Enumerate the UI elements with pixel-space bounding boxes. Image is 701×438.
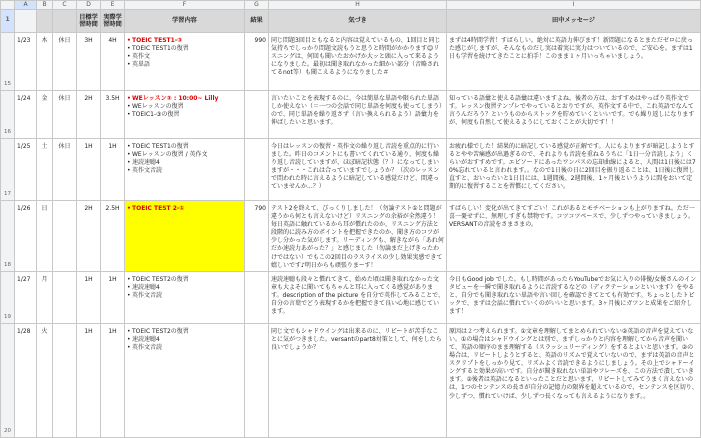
content-item: •TOEIC TEST2の復習 [127,275,189,283]
actual-hours-cell[interactable]: 1H [101,271,125,323]
holiday-cell[interactable]: 休日 [53,139,77,201]
header-content[interactable]: 学習内容 [125,10,245,33]
day-cell[interactable]: 土 [37,139,53,201]
header-day-cell[interactable] [37,10,53,33]
date-cell[interactable]: 1/23 [15,33,37,91]
column-header-b[interactable]: B [37,1,53,10]
date-cell[interactable]: 1/25 [15,139,37,201]
result-cell[interactable]: 790 [245,201,269,272]
holiday-cell[interactable]: 休日 [53,33,77,91]
content-item: •TOEIC TEST1の復習 [127,143,189,150]
content-title: •TOEIC TEST 2-① [127,205,185,212]
row-number[interactable]: 1 [1,10,15,33]
content-item: •速読速聴4 [127,283,160,291]
content-item: •速読速聴4 [127,159,160,167]
content-item: •TOEIC TEST2の復習 [127,327,189,335]
content-cell[interactable] [125,139,245,201]
day-cell[interactable]: 木 [37,33,53,91]
header-result[interactable]: 結果 [245,10,269,33]
teacher-message-cell[interactable]: まずは4時間学習！すばらしい。絶対に英語力伸びます！新問題になるとまただゼロに戻った感じがしますが、そんなものだし実は着実に実力はついているので、ご安心を。まずは1日も学習を続けてきたことに拍手！このまま１ヶ月いっちゃいましょう。 [447,33,701,91]
row-number[interactable]: 18 [1,201,15,272]
table-row [1,139,701,201]
header-row [1,10,701,33]
content-item: •英作文 [127,53,151,61]
content-item: •英作文音読 [127,343,163,351]
target-hours-cell[interactable]: 1H [77,271,101,323]
content-item: •英作文音読 [127,167,163,175]
header-target-hours[interactable]: 目標学習時間 [77,10,101,33]
row-number[interactable]: 16 [1,91,15,139]
content-item: •WEレッスンの復習 [127,103,184,111]
actual-hours-cell[interactable]: 1H [101,139,125,201]
header-notes[interactable]: 気づき [269,10,447,33]
row-number[interactable]: 17 [1,139,15,201]
column-header-d[interactable]: D [77,1,101,10]
content-title: •WEレッスン③ : 10:00~ Lilly [127,95,219,102]
column-header-c[interactable]: C [53,1,77,10]
notes-cell[interactable]: テスト2を終えて、びっくりしました！（勿論テスト①と問題が違うから何とも言えないけど）リスニングの余裕が全然違う！毎日英語に触れているから耳が慣れたのか、リスニング方法と段階的に読み方のポイントを把握できたのか、聞き方のコツが少し分かった気がします。リーディングも、解きながら「あれ何だか速読力あがった？」と感じました（勿論まだ上げきったわけではない）でもこの2回目のラスライスの少し効果実感できて嬉しいです♪明日からも頑張りまーす！ [269,201,447,272]
target-hours-cell[interactable]: 1H [77,323,101,437]
actual-hours-cell[interactable]: 2.5H [101,201,125,272]
holiday-cell[interactable] [53,271,77,323]
content-cell[interactable] [125,33,245,91]
content-cell[interactable] [125,91,245,139]
teacher-message-cell[interactable]: 知っている語彙と使える語彙は違いますよね。後者の方は、おすすめはやっぱり英作文です。レッスン復習テンプレでやっているとおりですが、英作文する中で、これ英語でなんて言うんだろう？というものからストックを貯めていくといいです。でも繰り返しになりますが、何度も自然して使えるようにしておくことが大切です！！ [447,91,701,139]
header-actual-hours[interactable]: 実際学習時間 [101,10,125,33]
date-cell[interactable]: 1/24 [15,91,37,139]
column-header-row [1,1,701,10]
teacher-message-cell[interactable]: お疲れ様でした！結果的に暗記している感覚が正解です。人にもよりますが暗記しようとするとやや苦痛感が出過ぎるので、それよりも音読を重ねるうちに「1日一分音読しよう」くらいがおすすめです。エピソードにあったワンパスの忘却曲線によると、人間は1日後には70%忘れていると言われます。。なので1日後の日に2回目を振り返ることは、1日後に復習し直すと、おいったいと1日目には、1週間後、2週間後、1ヶ月後というように間をおいて定期的に復習することを習慣にしてください。 [447,139,701,201]
result-cell[interactable]: 990 [245,33,269,91]
content-title: •TOEIC TEST1-③ [127,37,183,44]
notes-cell[interactable]: 同じ文でもシャドウイングは出来るのに、リピートが苦手なことに気がつきました。versantのpart8対策として、何をしたら良いでしょうか？ [269,323,447,437]
actual-hours-cell[interactable]: 1H [101,323,125,437]
date-cell[interactable]: 1/27 [15,271,37,323]
notes-cell[interactable]: 今日はレッスンの復習・英作文の繰り返し音読を重点的に行いました。昨日のコメントにも書いてくれている通り、何度も繰り返し音読していますが、ほぼ暗記状態（？）になってしまいますが・・・これは合っていますでしょうか？（次のレッスンで問われた時に言えるように暗記している感覚だけど、間違っていませんか...？） [269,139,447,201]
column-header-h[interactable]: H [269,1,447,10]
result-cell[interactable] [245,91,269,139]
content-item: •英単語 [127,61,151,69]
actual-hours-cell[interactable]: 3.5H [101,91,125,139]
content-cell[interactable] [125,271,245,323]
date-cell[interactable]: 1/26 [15,201,37,272]
day-cell[interactable]: 金 [37,91,53,139]
notes-cell[interactable]: 言いたいことを表現するのに、今は簡単な単語や限られた単語しか使えない（＝一つの会話で同じ単語を何度も使ってしまう）ので、同じ単語を繰り返さず（言い換えられるよう）語彙力を伸ばしたいと思います。 [269,91,447,139]
column-header-g[interactable]: G [245,1,269,10]
holiday-cell[interactable]: 休日 [53,91,77,139]
result-cell[interactable] [245,139,269,201]
holiday-cell[interactable] [53,201,77,272]
teacher-message-cell[interactable]: すばらしい！変化が出てきてすごい！これがあるとモチベーションも上がりますね。ただ一喜一憂せずに、無理しすぎも禁物です。コツコツペースで、少しずつやっていきましょう。VERSANTの音読をさまさまの。 [447,201,701,272]
row-number[interactable]: 20 [1,323,15,437]
holiday-cell[interactable] [53,323,77,437]
row-number[interactable]: 19 [1,271,15,323]
column-header-a[interactable]: A [15,1,37,10]
table-row [1,201,701,272]
target-hours-cell[interactable]: 1H [77,139,101,201]
day-cell[interactable]: 日 [37,201,53,272]
target-hours-cell[interactable]: 2H [77,91,101,139]
column-header-f[interactable]: F [125,1,245,10]
notes-cell[interactable]: 同じ問題3回目ともなると内容は覚えているもの、1回目と同じ気持ちでしっかり問題文読もうと思うと時間がかかります😊リスニングは、何回も聞いたおかげか大ッと頭に入って来るようになりました。最初は聞き取れなかった細かい部分（音略されてるnot等）も聞こえるようになりました＃ [269,33,447,91]
content-item: •TOEIC TEST1の復習 [127,45,189,53]
header-holiday-cell[interactable] [53,10,77,33]
target-hours-cell[interactable]: 2H [77,201,101,272]
column-header-i[interactable]: I [447,1,701,10]
header-teacher-message[interactable]: 田中メッセージ [447,10,701,33]
row-number[interactable]: 15 [1,33,15,91]
select-all-corner[interactable] [1,1,15,10]
date-cell[interactable]: 1/28 [15,323,37,437]
table-row [1,323,701,437]
result-cell[interactable] [245,323,269,437]
table-row [1,33,701,91]
table-row [1,91,701,139]
content-cell[interactable] [125,323,245,437]
teacher-message-cell[interactable]: 今日もGood job でした。もし時間があったらYouTubeでお気に入りの俳優/女優さんのインタビューを一瞬で聞き取れるように音読するなどの（ディクテーションといいます）をやると、自分でも聞き取れない単語や言い回しを確認できてとても有効です。ちょっとしたトピックで、まずは会話に慣れていくのがいいと思います。3ヶ月後にガツンと成果をご紹介します！ [447,271,701,323]
day-cell[interactable]: 月 [37,271,53,323]
content-cell[interactable] [125,201,245,272]
content-item: •英作文音読 [127,291,163,299]
actual-hours-cell[interactable]: 4H [101,33,125,91]
day-cell[interactable]: 火 [37,323,53,437]
content-item: •WEレッスンの復習 / 英作文 [127,151,208,159]
teacher-message-cell[interactable]: 原因は２つ考えられます。①文章を理解してまとめられていない②英語の音声を覚えていない。①の場合はシャドウイングとは別で、まずしっかりと内容を理解してから音声を聞いて、英語の順序のまま理解する（スラッシュリーディング）をするとよいと思います。②の場合は、リピートしようとすると、英語のリズムで覚えていないので、まずは英語の音声とスクリプトをしっかり見て、リズムよく音読できるようにしましょう。その上でシャドーイングすると効果が高いです。自分が聞き取れない単語やフレーズを、この方法で潰していきます。②後者は英語になるといったことだと思います、リピートしてみてうまく言えないのは、1つのセンテンスの長さが自分の記憶力の限界を超えているので、センテンスを区切り、少しずつ、慣れていけば、少しずつ長くなっても言えるようになります。。 [447,323,701,437]
target-hours-cell[interactable]: 3H [77,33,101,91]
result-cell[interactable] [245,271,269,323]
header-date-cell[interactable] [15,10,37,33]
column-header-e[interactable]: E [101,1,125,10]
content-item: •速読速聴4 [127,335,160,343]
table-row [1,271,701,323]
notes-cell[interactable]: 速読速聴も段々と慣れてきて、始めた頃は聞き取れなかった文章も大よそに聞いてもちゃんと耳に入ってくる感覚があります。description of the picture を自分で英作してみることで、自分の言葉でどう表現するかを把握できて良い心地に感じています。 [269,271,447,323]
content-item: •TOEIC1-③の復習 [127,111,180,119]
